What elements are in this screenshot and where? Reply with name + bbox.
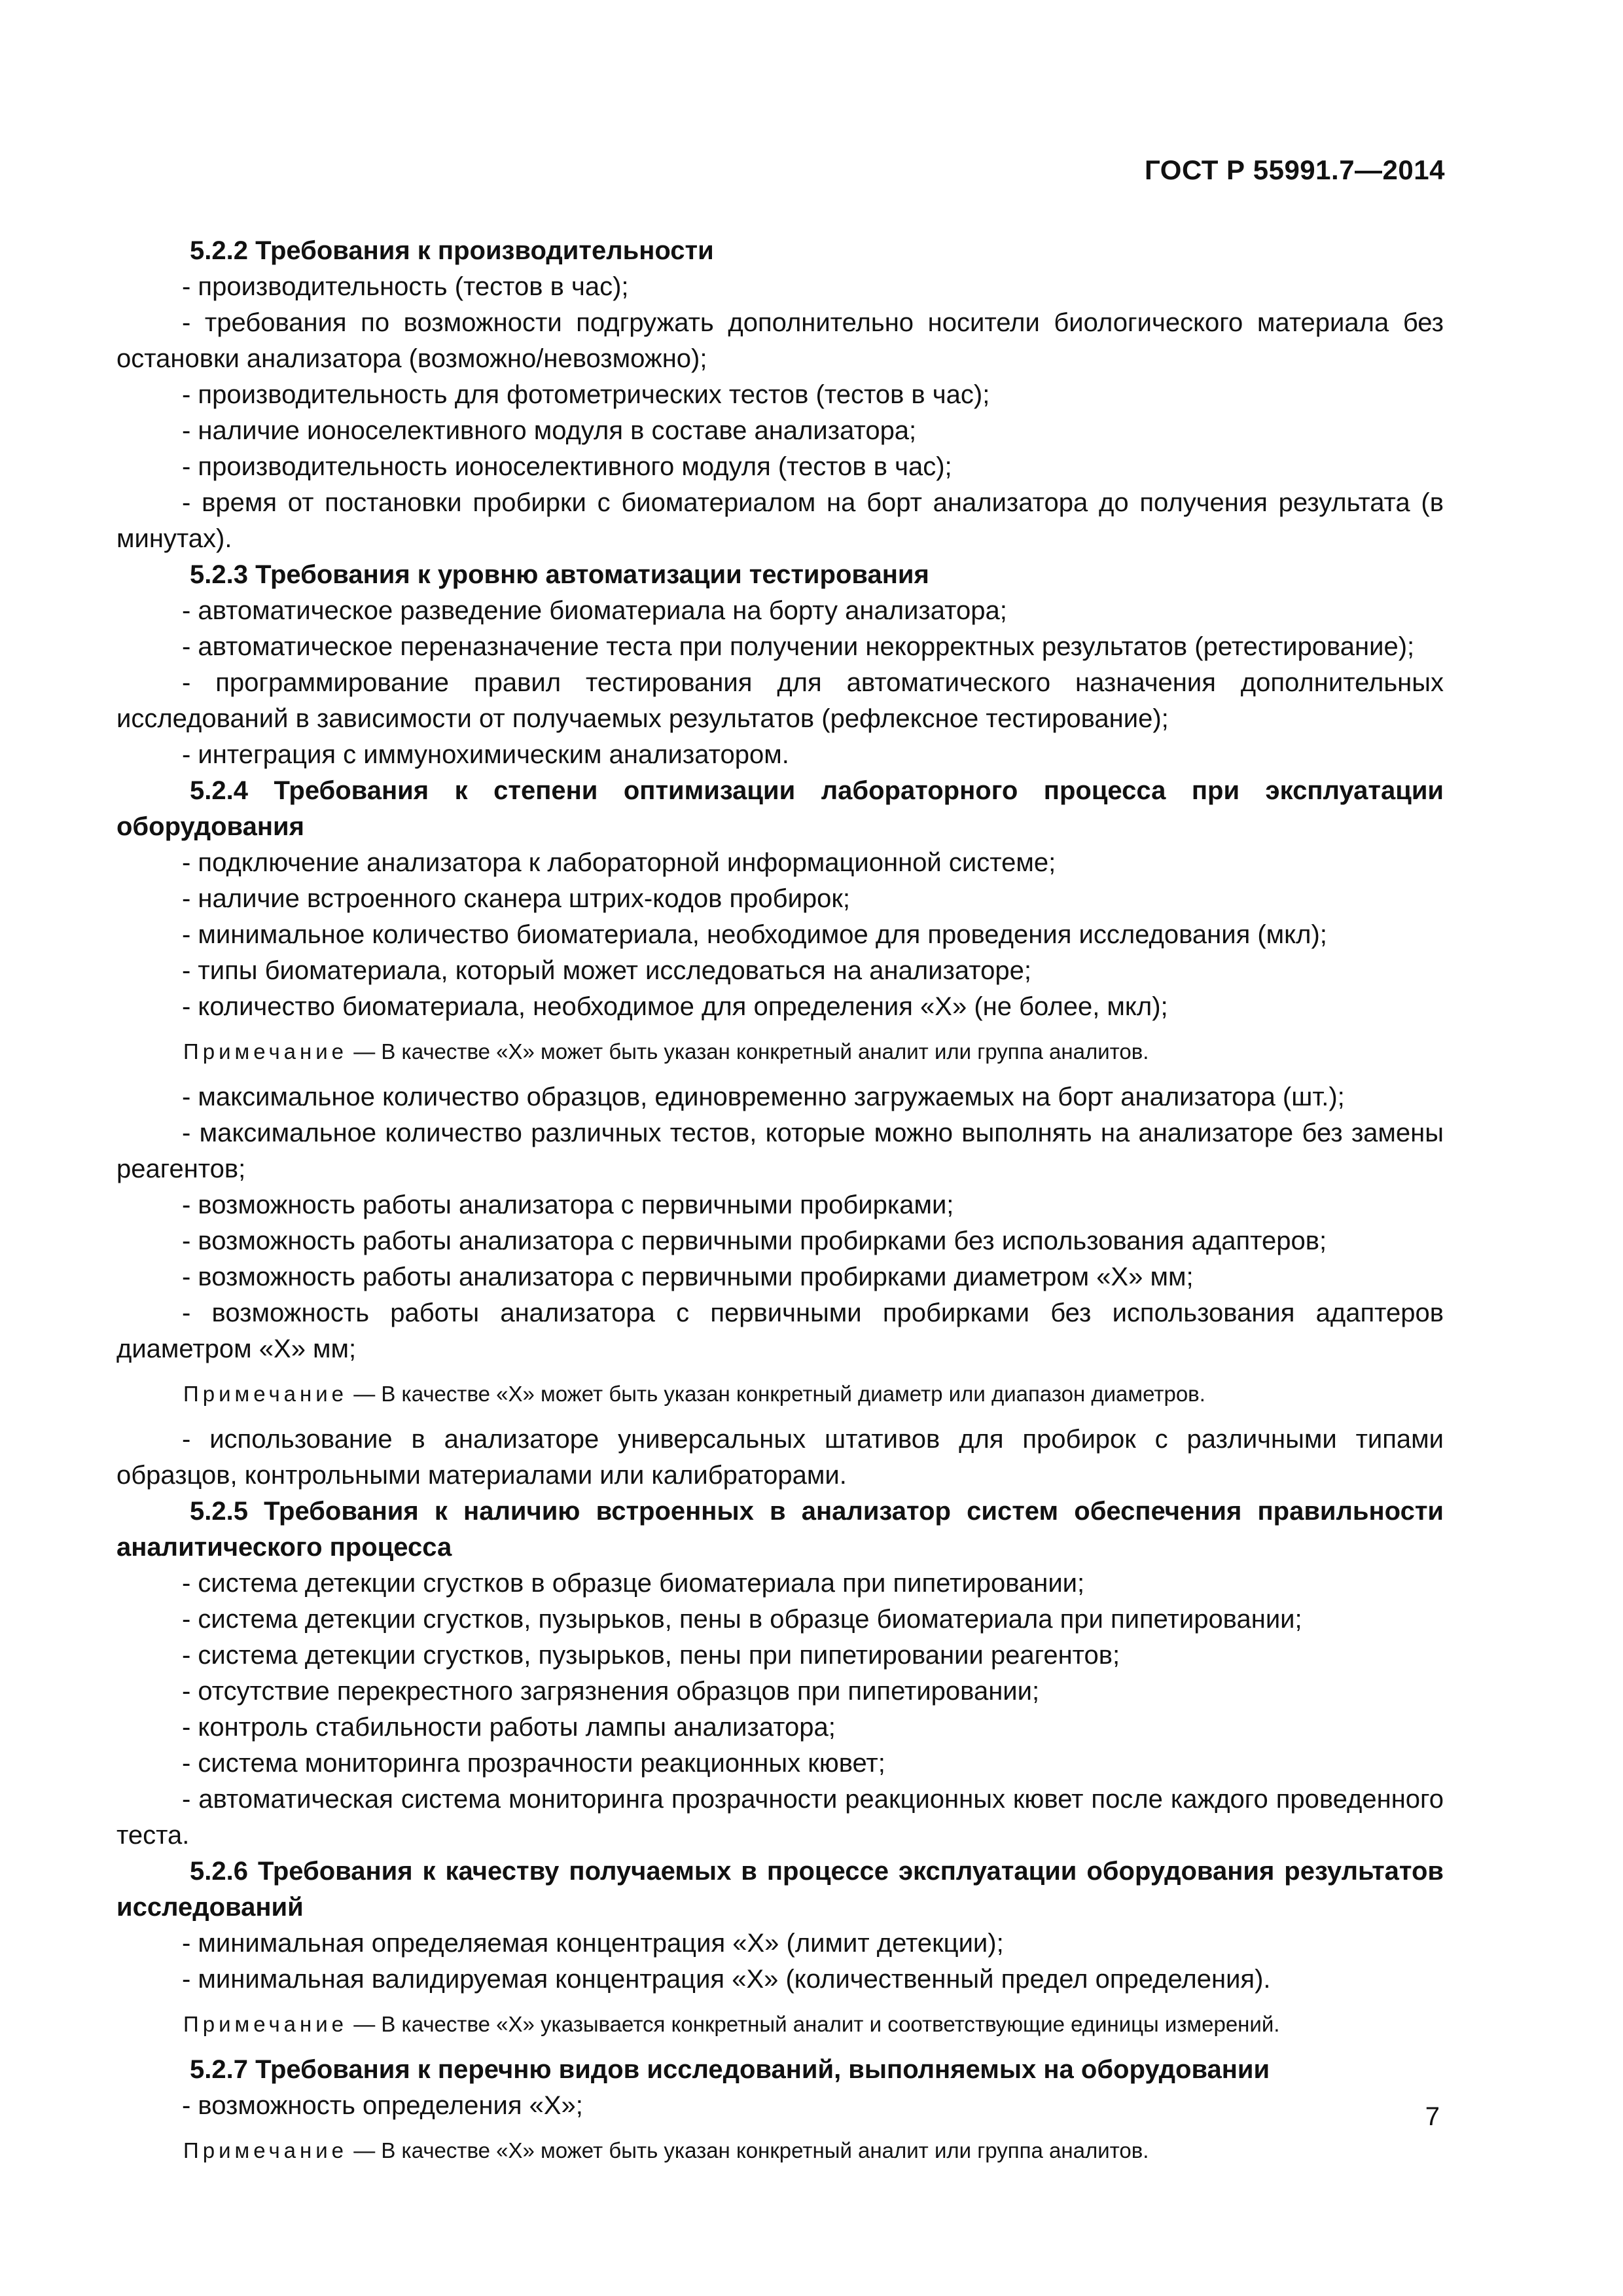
section-heading-5-2-7: 5.2.7 Требования к перечню видов исследований, выполняемых на оборудовании <box>190 2055 1270 2084</box>
list-item: - возможность работы анализатора с первичными пробирками без использования адаптеров диаметром «Х» мм; <box>116 1299 1444 1363</box>
section-heading-5-2-5: 5.2.5 Требования к наличию встроенных в анализатор систем обеспечения правильности аналитического процесса <box>116 1497 1444 1562</box>
note <box>116 2009 1444 2039</box>
list-item: - производительность для фотометрических тестов (тестов в час); <box>182 380 990 409</box>
list-item: - возможность работы анализатора с первичными пробирками диаметром «Х» мм; <box>182 1263 1194 1291</box>
list-item: - производительность ионоселективного модуля (тестов в час); <box>182 452 952 481</box>
list-item: - подключение анализатора к лабораторной информационной системе; <box>182 848 1056 877</box>
list-item: - время от постановки пробирки с биоматериалом на борт анализатора до получения результата (в минутах). <box>116 488 1444 553</box>
list-item: - минимальная валидируемая концентрация «Х» (количественный предел определения). <box>182 1965 1271 1994</box>
list-item: - требования по возможности подгружать дополнительно носители биологического материала без остановки анализатора (возможно/невозможно); <box>116 308 1444 373</box>
list-item: - количество биоматериала, необходимое для определения «Х» (не более, мкл); <box>182 992 1168 1021</box>
list-item: - минимальная определяемая концентрация «Х» (лимит детекции); <box>182 1929 1004 1958</box>
document-body <box>116 233 1444 2178</box>
list-item: - типы биоматериала, который может исследоваться на анализаторе; <box>182 956 1031 985</box>
list-item: - возможность работы анализатора с первичными пробирками без использования адаптеров; <box>182 1227 1327 1255</box>
list-item: - система детекции сгустков, пузырьков, пены при пипетировании реагентов; <box>182 1641 1120 1670</box>
list-item: - интеграция с иммунохимическим анализатором. <box>182 740 789 769</box>
list-item: - автоматическое переназначение теста при получении некорректных результатов (ретестирование); <box>182 632 1415 661</box>
note <box>116 2136 1444 2165</box>
list-item: - система мониторинга прозрачности реакционных кювет; <box>182 1749 885 1778</box>
list-item: - система детекции сгустков, пузырьков, пены в образце биоматериала при пипетировании; <box>182 1605 1302 1634</box>
note-text: — В качестве «Х» может быть указан конкретный аналит или группа аналитов. <box>353 2138 1149 2162</box>
note <box>116 1379 1444 1408</box>
note-text: — В качестве «Х» может быть указан конкретный аналит или группа аналитов. <box>353 1039 1149 1064</box>
list-item: - система детекции сгустков в образце биоматериала при пипетировании; <box>182 1569 1085 1598</box>
note-text: — В качестве «Х» может быть указан конкретный диаметр или диапазон диаметров. <box>353 1382 1205 1406</box>
note-text: — В качестве «Х» указывается конкретный аналит и соответствующие единицы измерений. <box>353 2012 1280 2036</box>
list-item: - максимальное количество образцов, единовременно загружаемых на борт анализатора (шт.); <box>182 1083 1345 1111</box>
section-heading-5-2-2: 5.2.2 Требования к производительности <box>190 236 714 265</box>
note-label: Примечание <box>183 2138 348 2162</box>
list-item: - автоматическая система мониторинга прозрачности реакционных кювет после каждого проведенного теста. <box>116 1785 1444 1850</box>
note-label: Примечание <box>183 1039 348 1064</box>
section-heading-5-2-3: 5.2.3 Требования к уровню автоматизации тестирования <box>190 560 929 589</box>
list-item: - максимальное количество различных тестов, которые можно выполнять на анализаторе без замены реагентов; <box>116 1119 1444 1183</box>
note-label: Примечание <box>183 1382 348 1406</box>
list-item: - возможность работы анализатора с первичными пробирками; <box>182 1191 954 1219</box>
page-number: 7 <box>1425 2102 1440 2131</box>
list-item: - отсутствие перекрестного загрязнения образцов при пипетировании; <box>182 1677 1040 1706</box>
list-item: - производительность (тестов в час); <box>182 272 629 301</box>
note <box>116 1037 1444 1066</box>
section-heading-5-2-6: 5.2.6 Требования к качеству получаемых в процессе эксплуатации оборудования результатов исследований <box>116 1857 1444 1922</box>
list-item: - минимальное количество биоматериала, необходимое для проведения исследования (мкл); <box>182 920 1327 949</box>
list-item: - наличие ионоселективного модуля в составе анализатора; <box>182 416 917 445</box>
list-item: - программирование правил тестирования для автоматического назначения дополнительных исследований в зависимости от получаемых результатов (рефлексное тестирование); <box>116 668 1444 733</box>
list-item: - контроль стабильности работы лампы анализатора; <box>182 1713 836 1742</box>
list-item: - наличие встроенного сканера штрих-кодов пробирок; <box>182 884 851 913</box>
note-label: Примечание <box>183 2012 348 2036</box>
list-item: - использование в анализаторе универсальных штативов для пробирок с различными типами образцов, контрольными материалами или калибраторами. <box>116 1425 1444 1490</box>
section-heading-5-2-4: 5.2.4 Требования к степени оптимизации лабораторного процесса при эксплуатации оборудования <box>116 776 1444 841</box>
list-item: - автоматическое разведение биоматериала на борту анализатора; <box>182 596 1007 625</box>
list-item: - возможность определения «Х»; <box>182 2091 583 2120</box>
document-header: ГОСТ Р 55991.7—2014 <box>1145 154 1445 185</box>
